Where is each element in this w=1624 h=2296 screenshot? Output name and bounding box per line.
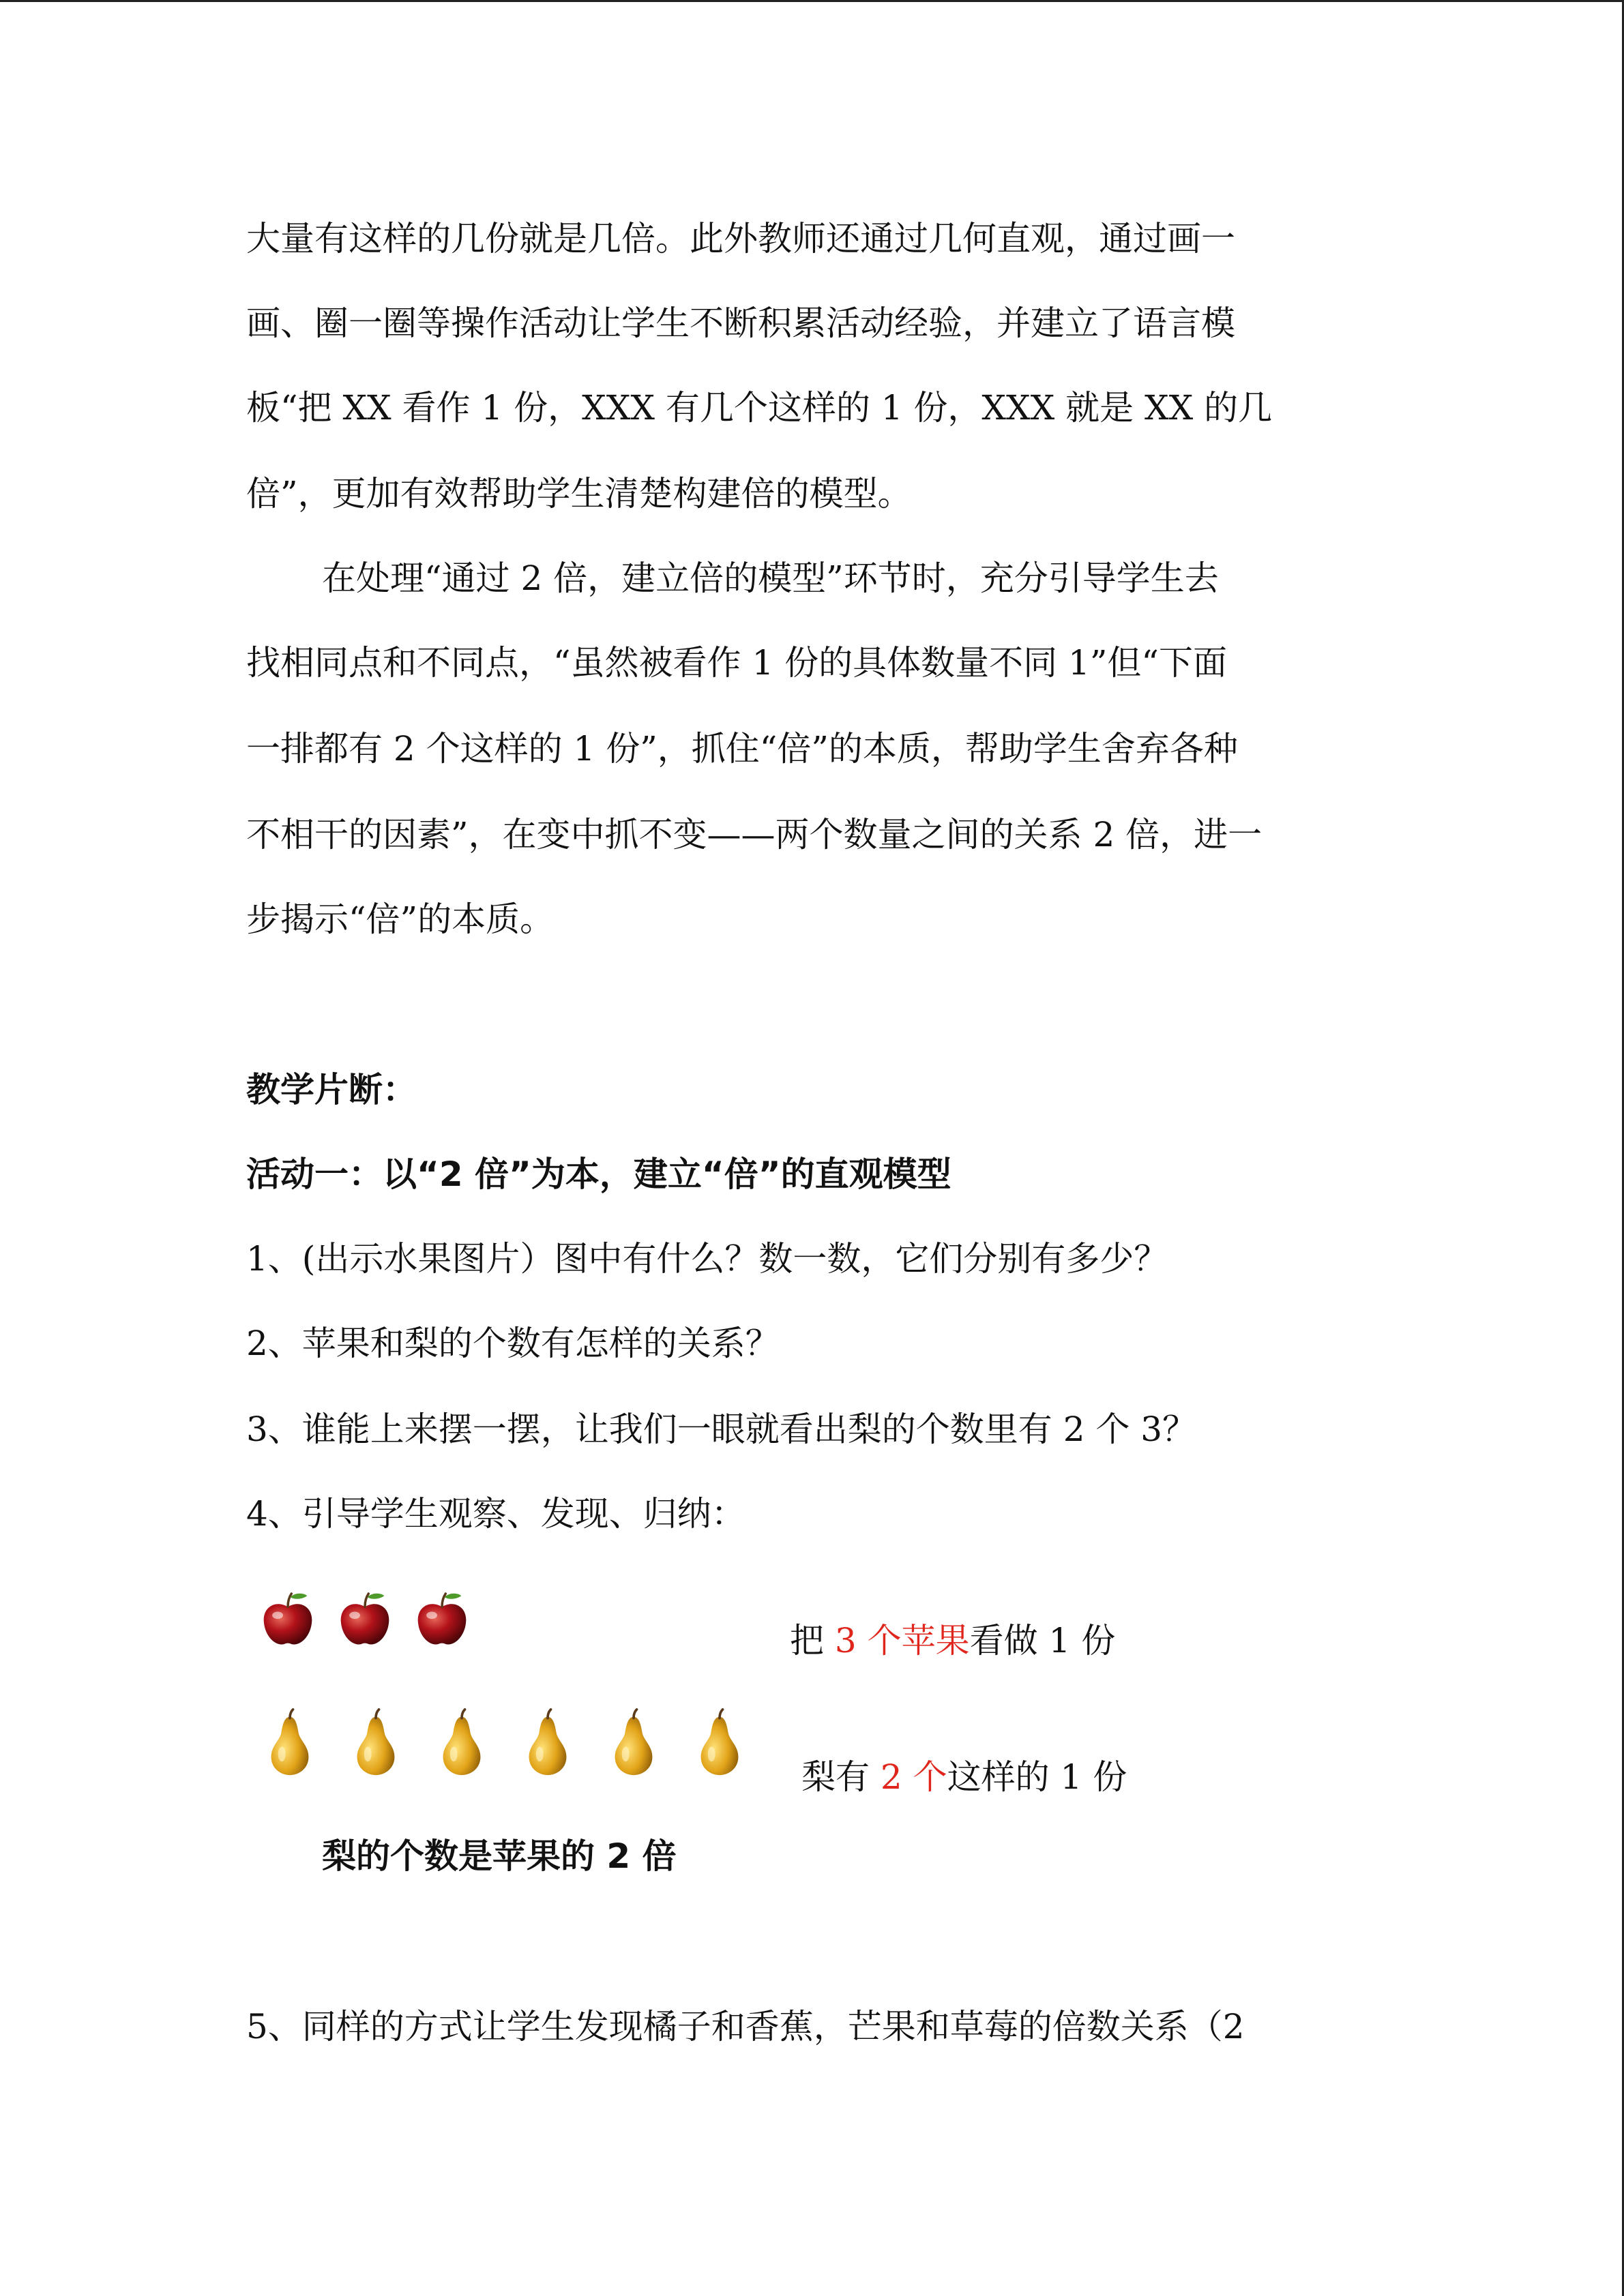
step-item: 5、同样的方式让学生发现橘子和香蕉，芒果和草莓的倍数关系（2 xyxy=(246,2007,1245,2046)
apple-icon xyxy=(412,1589,472,1649)
paragraph-line: 倍”，更加有效帮助学生清楚构建倍的模型。 xyxy=(246,474,912,513)
step-item: 3、谁能上来摆一摆，让我们一眼就看出梨的个数里有 2 个 3？ xyxy=(246,1410,1197,1449)
step-item: 4、引导学生观察、发现、归纳： xyxy=(246,1494,745,1534)
apple-row xyxy=(258,1589,489,1649)
pear-icon xyxy=(606,1708,668,1776)
pear-row xyxy=(263,1708,778,1776)
section-heading: 教学片断： xyxy=(246,1070,417,1109)
apple-caption-suffix: 看做 1 份 xyxy=(969,1621,1116,1660)
activity-heading: 活动一：以“2 倍”为本，建立“倍”的直观模型 xyxy=(246,1154,951,1194)
step-item: 2、苹果和梨的个数有怎样的关系？ xyxy=(246,1324,780,1363)
pear-caption-suffix: 这样的 1 份 xyxy=(947,1757,1127,1797)
pear-icon xyxy=(692,1708,754,1776)
paragraph-line: 一排都有 2 个这样的 1 份”，抓住“倍”的本质，帮助学生舍弃各种 xyxy=(246,729,1238,769)
apple-icon xyxy=(258,1589,318,1649)
pear-icon xyxy=(520,1708,582,1776)
paragraph-line: 画、圈一圈等操作活动让学生不断积累活动经验，并建立了语言模 xyxy=(246,303,1235,343)
pear-icon xyxy=(263,1708,324,1776)
paragraph-line: 步揭示“倍”的本质。 xyxy=(246,899,555,939)
pear-caption-prefix: 梨有 xyxy=(801,1757,881,1797)
paragraph-line: 大量有这样的几份就是几倍。此外教师还通过几何直观，通过画一 xyxy=(246,219,1235,258)
paragraph-line: 不相干的因素”，在变中抓不变——两个数量之间的关系 2 倍，进一 xyxy=(246,815,1263,854)
apple-caption-prefix: 把 xyxy=(790,1621,835,1660)
pear-icon xyxy=(434,1708,496,1776)
step-item: 1、(出示水果图片）图中有什么？数一数，它们分别有多少？ xyxy=(246,1239,1168,1279)
paragraph-line: 找相同点和不同点，“虽然被看作 1 份的具体数量不同 1”但“下面 xyxy=(246,643,1227,683)
pear-caption xyxy=(801,1757,1127,1798)
apple-caption xyxy=(790,1620,1115,1661)
paragraph-line: 在处理“通过 2 倍，建立倍的模型”环节时，充分引导学生去 xyxy=(322,558,1219,598)
pear-caption-highlight: 2 个 xyxy=(880,1757,947,1797)
apple-caption-highlight: 3 个苹果 xyxy=(834,1621,970,1660)
apple-icon xyxy=(335,1589,395,1649)
paragraph-line: 板“把 XX 看作 1 份，XXX 有几个这样的 1 份，XXX 就是 XX 的几 xyxy=(246,388,1273,428)
conclusion: 梨的个数是苹果的 2 倍 xyxy=(322,1836,677,1876)
page-top-border xyxy=(0,0,1624,2)
pear-icon xyxy=(349,1708,410,1776)
